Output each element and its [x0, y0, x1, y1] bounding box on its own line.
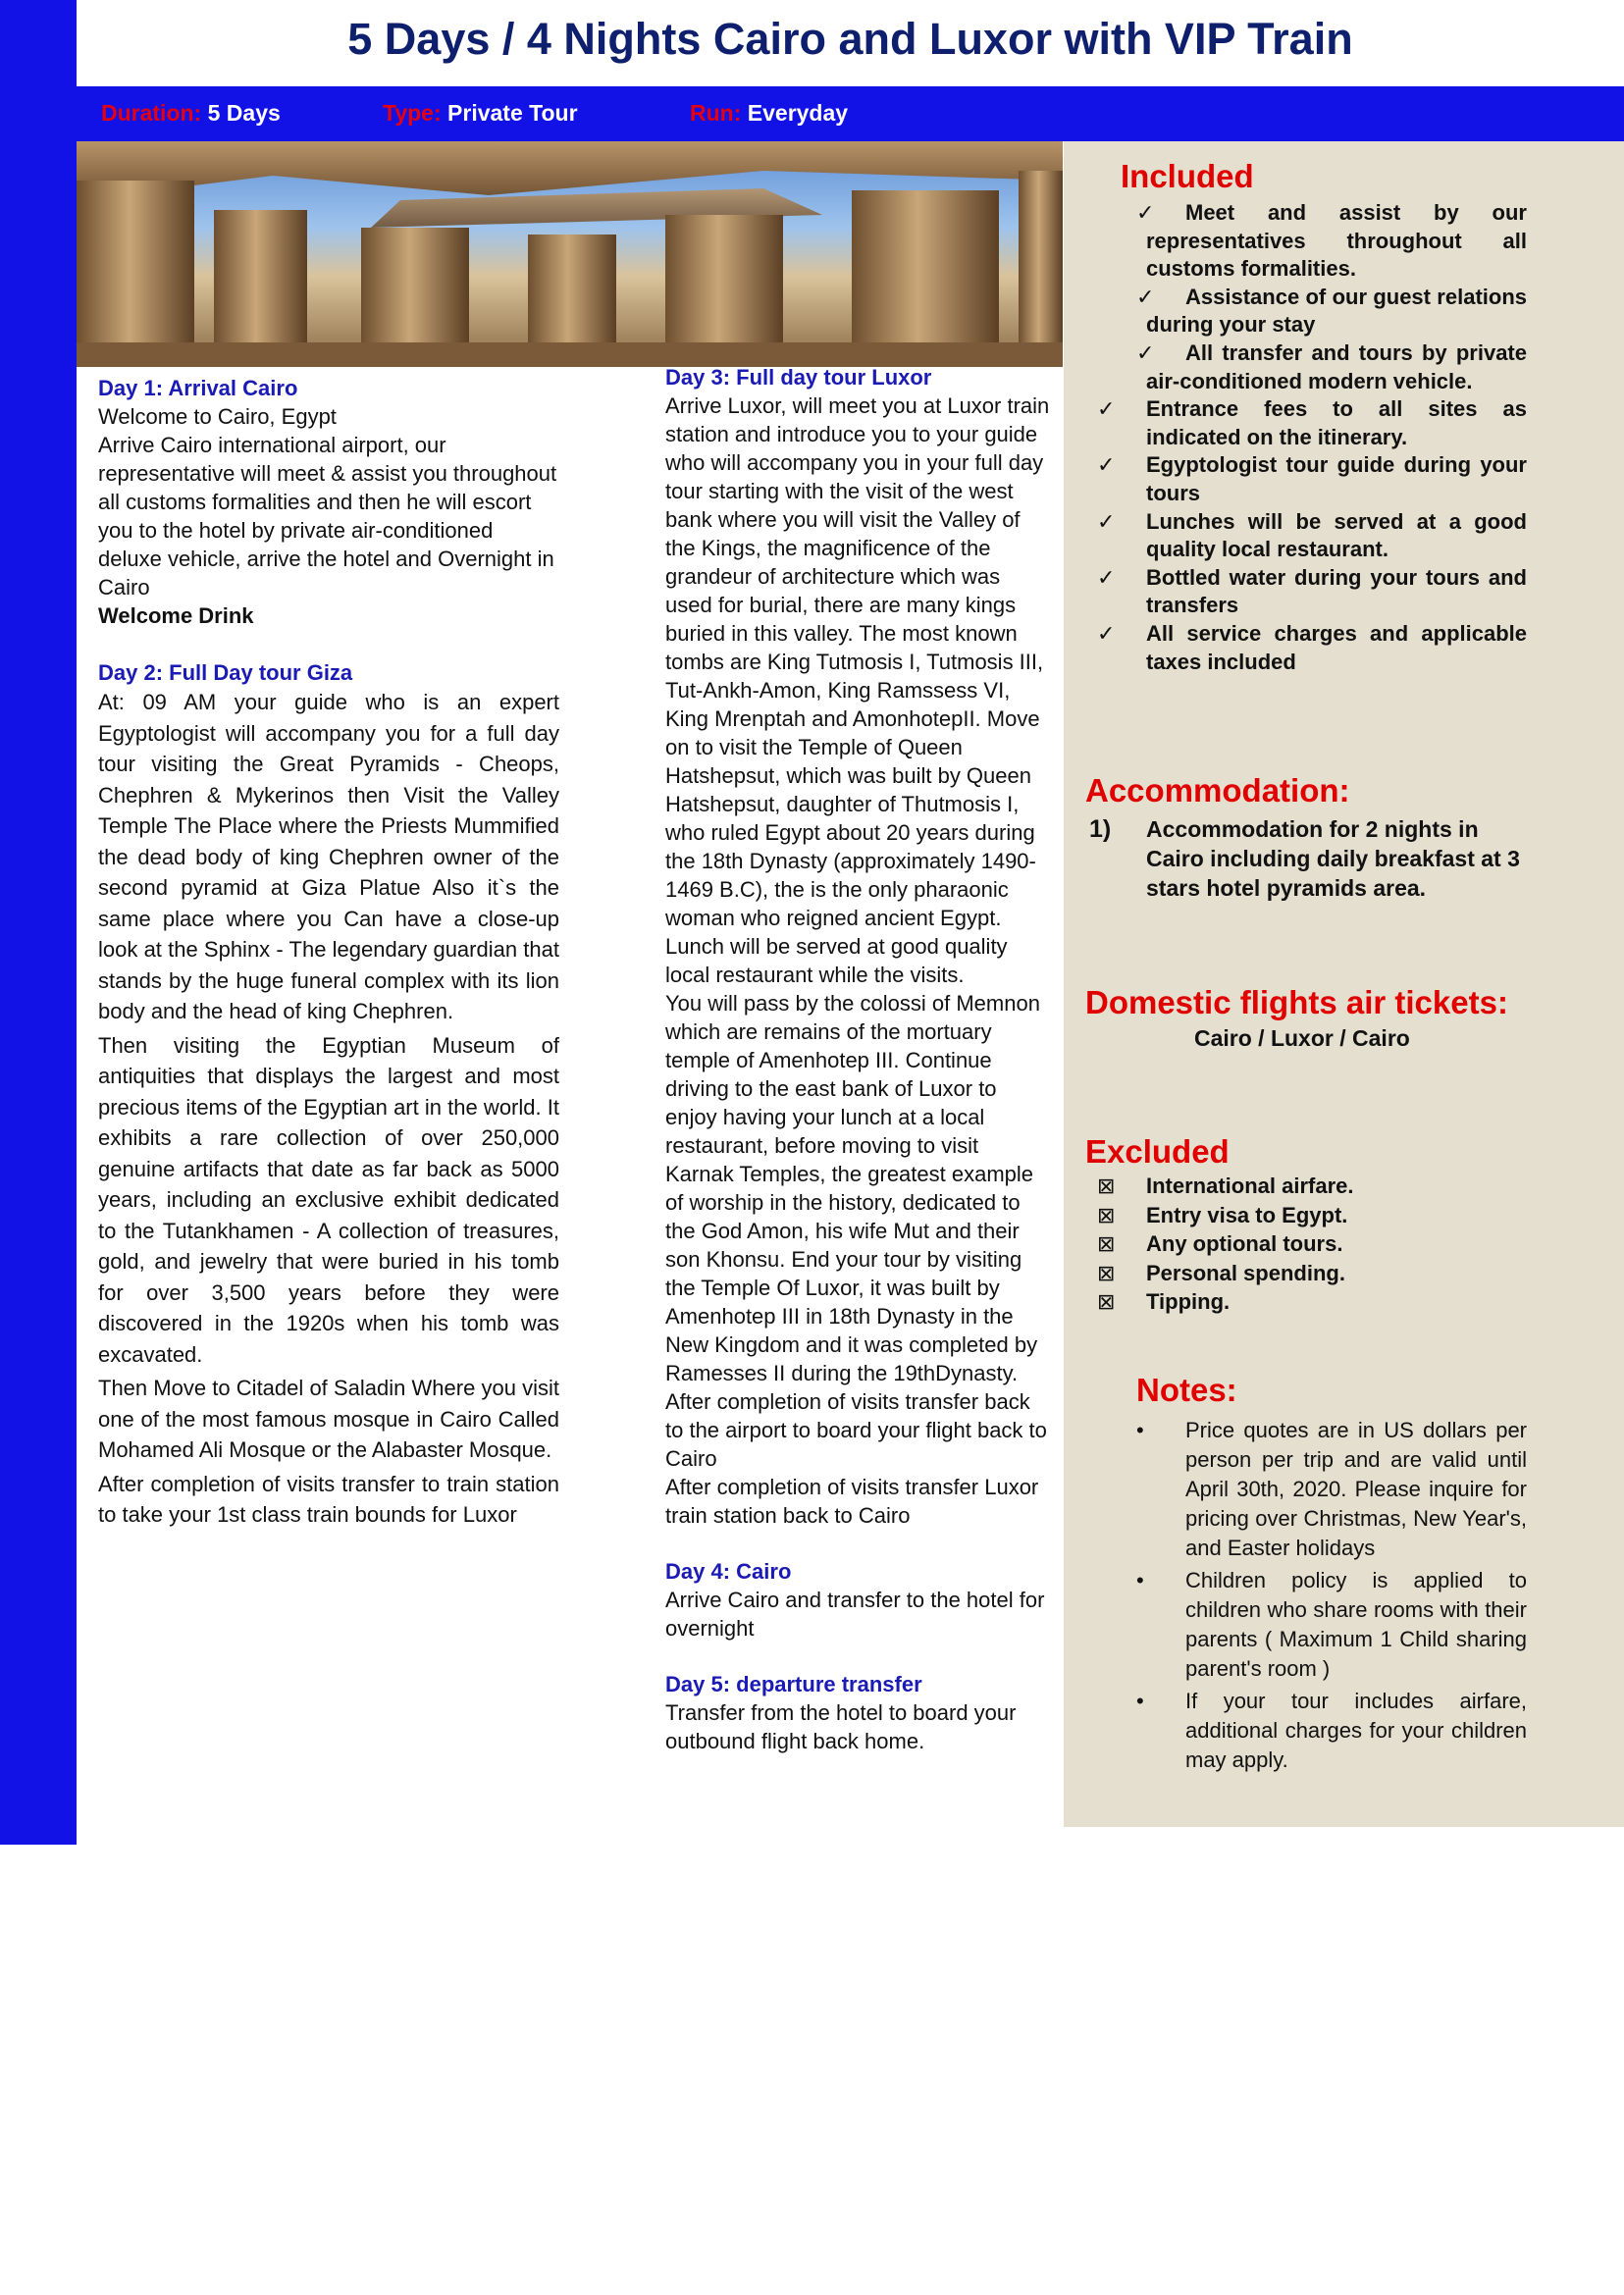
checkmark-icon: ✓ — [1097, 452, 1116, 478]
boxed-x-icon: ⊠ — [1097, 1231, 1116, 1256]
karnak-temple-columns-photo — [77, 141, 1063, 367]
checkmark-icon: ✓ — [1097, 508, 1116, 534]
day5-title: Day 5: departure transfer — [665, 1672, 922, 1696]
boxed-x-icon: ⊠ — [1097, 1202, 1116, 1227]
day1-text: Arrive Cairo international airport, our representative will meet & assist you throughout all customs formalities and then he will escort you to the hotel by private air-conditioned deluxe vehicle, arrive the hotel and Overnight in Cairo — [98, 433, 557, 600]
notes-list — [1136, 1416, 1527, 1775]
page-title: 5 Days / 4 Nights Cairo and Luxor with VIP Train — [347, 14, 1353, 64]
checkmark-icon: ✓ — [1097, 396, 1116, 422]
included-item: ✓ Assistance of our guest relations during your stay — [1136, 284, 1527, 338]
notes-item: • Price quotes are in US dollars per person per trip and are valid until April 30th, 2020. Please inquire for pricing over Christmas, New Year's, and Easter holidays — [1136, 1418, 1527, 1560]
day5-text: Transfer from the hotel to board your outbound flight back home. — [665, 1700, 1017, 1753]
checkmark-icon: ✓ — [1136, 339, 1155, 365]
included-item: ✓ All service charges and applicable taxes included — [1097, 620, 1527, 674]
day3-title: Day 3: Full day tour Luxor — [665, 365, 932, 390]
duration-label: Duration: — [101, 100, 202, 126]
day3-paragraph-2: Lunch will be served at good quality local restaurant while the visits. — [665, 934, 1008, 987]
duration-info — [101, 100, 281, 127]
day2-paragraph-4: After completion of visits transfer to train station to take your 1st class train bounds for Luxor — [98, 1471, 559, 1527]
included-item: ✓ Lunches will be served at a good quality local restaurant. — [1097, 508, 1527, 562]
checkmark-icon: ✓ — [1097, 564, 1116, 590]
day2-body — [98, 687, 559, 1531]
day1-title: Day 1: Arrival Cairo — [98, 376, 298, 400]
boxed-x-icon: ⊠ — [1097, 1174, 1116, 1198]
included-list — [1097, 199, 1527, 676]
included-item: ✓ Egyptologist tour guide during your tours — [1097, 452, 1527, 505]
excluded-heading: Excluded — [1085, 1133, 1230, 1170]
day1-welcome: Welcome to Cairo, Egypt — [98, 404, 337, 429]
domestic-flights-heading: Domestic flights air tickets: — [1085, 984, 1508, 1020]
bullet-icon: • — [1136, 1689, 1144, 1713]
boxed-x-icon: ⊠ — [1097, 1289, 1116, 1314]
notes-item: • If your tour includes airfare, additional charges for your children may apply. — [1136, 1689, 1527, 1772]
column-day1-day2 — [98, 374, 559, 1531]
sidebar-panel — [1064, 141, 1624, 1827]
day2-paragraph-3: Then Move to Citadel of Saladin Where you visit one of the most famous mosque in Cairo Called Mohamed Ali Mosque or the Alabaster Mosque. — [98, 1376, 559, 1462]
excluded-item: ⊠ Personal spending. — [1146, 1259, 1527, 1288]
included-item: ✓ Bottled water during your tours and transfers — [1097, 564, 1527, 618]
checkmark-icon: ✓ — [1097, 620, 1116, 646]
included-item: ✓ Entrance fees to all sites as indicated on the itinerary. — [1097, 396, 1527, 449]
boxed-x-icon: ⊠ — [1097, 1260, 1116, 1285]
duration-value: 5 Days — [201, 100, 281, 126]
day3-paragraph-3: You will pass by the colossi of Memnon which are remains of the mortuary temple of Amenhotep III. Continue driving to the east bank of Luxor to enjoy having your lunch at a local restaurant, before moving to visit Karnak Temples, the greatest example of worship in the history, dedicated to the God Amon, his wife Mut and their son Khonsu. End your tour by visiting the Temple Of Luxor, it was built by Amenhotep III in 18th Dynasty in the New Kingdom and it was completed by Ramesses II during the 19thDynasty. After completion of visits transfer back to the airport to board your flight back to Cairo — [665, 991, 1047, 1471]
excluded-item: ⊠ Tipping. — [1146, 1287, 1527, 1317]
excluded-item: ⊠ International airfare. — [1146, 1172, 1527, 1201]
accommodation-heading: Accommodation: — [1085, 772, 1350, 808]
tour-info-bar — [77, 86, 1624, 141]
day1-welcome-drink: Welcome Drink — [98, 603, 254, 628]
left-accent-bar — [0, 0, 77, 1845]
included-heading: Included — [1121, 158, 1254, 194]
type-label: Type: — [383, 100, 442, 126]
type-value: Private Tour — [441, 100, 578, 126]
checkmark-icon: ✓ — [1136, 200, 1155, 225]
day2-title: Day 2: Full Day tour Giza — [98, 660, 353, 685]
notes-heading: Notes: — [1136, 1372, 1237, 1408]
included-item: ✓ Meet and assist by our representatives throughout all customs formalities. — [1136, 200, 1527, 282]
run-info — [690, 100, 848, 127]
accommodation-item — [1089, 814, 1527, 903]
domestic-flights-route: Cairo / Luxor / Cairo — [1194, 1025, 1410, 1051]
notes-item: • Children policy is applied to children who share rooms with their parents ( Maximum 1 Child sharing parent's room ) — [1136, 1568, 1527, 1681]
accommodation-number: 1) — [1089, 815, 1112, 843]
bullet-icon: • — [1136, 1418, 1144, 1442]
run-value: Everyday — [741, 100, 849, 126]
bullet-icon: • — [1136, 1568, 1144, 1592]
included-item: ✓ All transfer and tours by private air-conditioned modern vehicle. — [1136, 339, 1527, 393]
column-day3-day5 — [665, 363, 1050, 1755]
checkmark-icon: ✓ — [1136, 284, 1155, 309]
accommodation-text: Accommodation for 2 nights in Cairo including daily breakfast at 3 stars hotel pyramids area. — [1146, 816, 1520, 901]
excluded-item: ⊠ Any optional tours. — [1146, 1229, 1527, 1259]
day3-paragraph-1: Arrive Luxor, will meet you at Luxor train station and introduce you to your guide who will accompany you in your full day tour starting with the visit of the west bank where you will visit the Valley of the Kings, the magnificence of the grandeur of architecture which was used for burial, there are many kings buried in this valley. The most known tombs are King Tutmosis I, Tutmosis III, Tut-Ankh-Amon, King Ramssess VI, King Mrenptah and AmonhotepII. Move on to visit the Temple of Queen Hatshepsut, which was built by Queen Hatshepsut, daughter of Thutmosis I, who ruled Egypt about 20 years during the 18th Dynasty (approximately 1490-1469 B.C), the is the only pharaonic woman who reigned ancient Egypt. — [665, 393, 1050, 930]
day4-text: Arrive Cairo and transfer to the hotel for overnight — [665, 1588, 1045, 1641]
day3-paragraph-4: After completion of visits transfer Luxor train station back to Cairo — [665, 1475, 1039, 1528]
run-label: Run: — [690, 100, 742, 126]
type-info — [383, 100, 578, 127]
excluded-item: ⊠ Entry visa to Egypt. — [1146, 1201, 1527, 1230]
day4-title: Day 4: Cairo — [665, 1559, 792, 1584]
day2-paragraph-1: At: 09 AM your guide who is an expert Egyptologist will accompany you for a full day tour visiting the Great Pyramids - Cheops, Chephren & Mykerinos then Visit the Valley Temple The Place where the Priests Mummified the dead body of king Chephren owner of the second pyramid at Giza Platue Also it`s the same place where you Can have a close-up look at the Sphinx - The legendary guardian that stands by the huge funeral complex with its lion body and the head of king Chephren. — [98, 690, 559, 1023]
day2-paragraph-2: Then visiting the Egyptian Museum of antiquities that displays the largest and most precious items of the Egyptian art in the world. It exhibits a rare collection of over 250,000 genuine artifacts that date as far back as 5000 years, including an exclusive exhibit dedicated to the Tutankhamen - A collection of treasures, gold, and jewelry that were buried in his tomb for over 3,500 years before they were discovered in the 1920s when his tomb was excavated. — [98, 1032, 559, 1367]
excluded-list — [1097, 1172, 1527, 1317]
temple-columns-illustration — [77, 141, 1063, 367]
